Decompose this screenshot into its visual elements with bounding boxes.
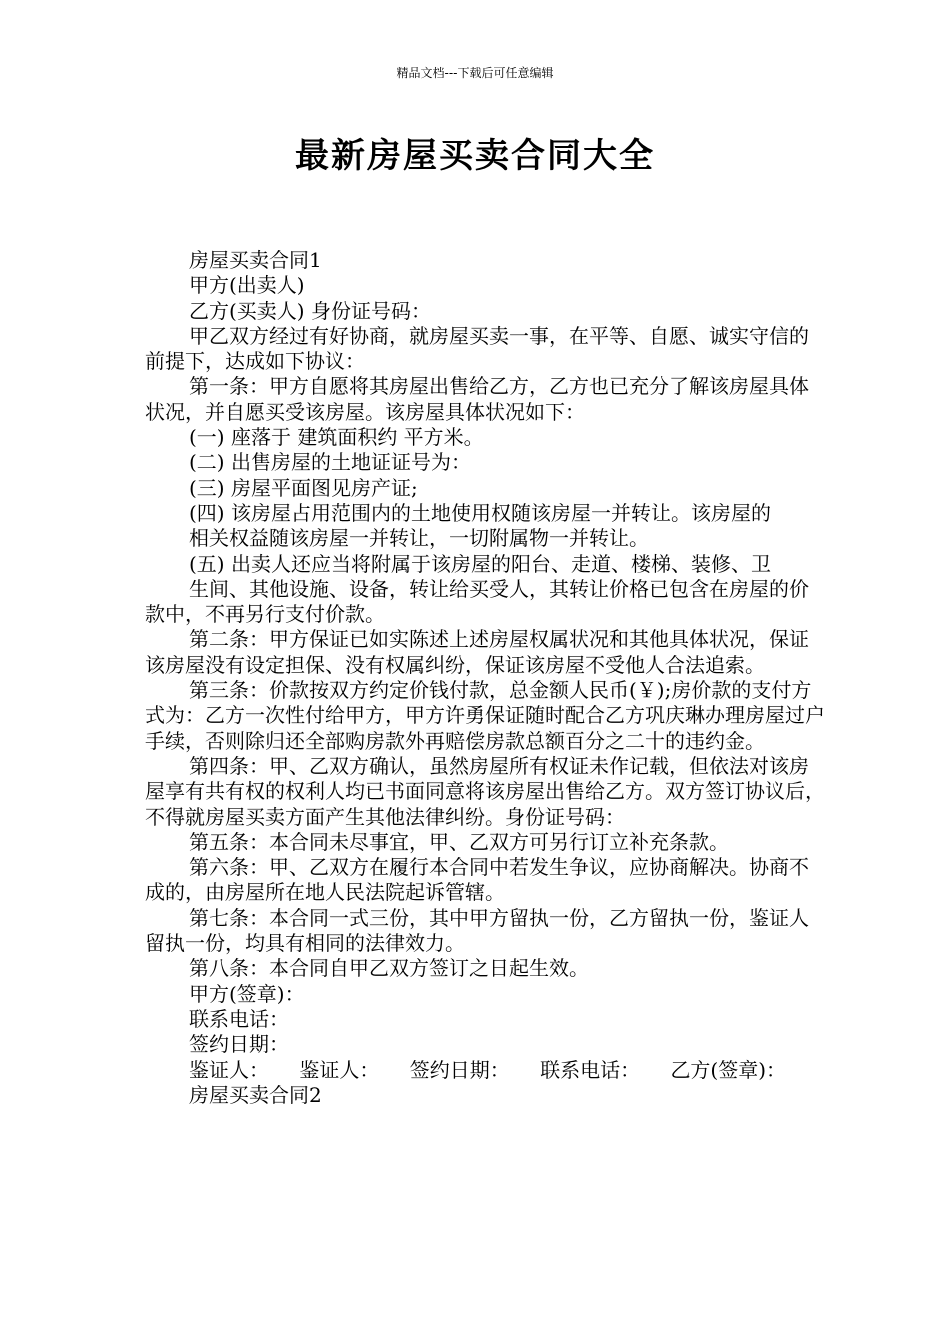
signature-row-item: 乙方(签章)：: [670, 1057, 787, 1082]
signature-row-item: 联系电话：: [540, 1057, 641, 1082]
page-header-note: 精品文档---下载后可任意编辑: [396, 66, 554, 80]
signature-row: [145, 1058, 825, 1083]
contact-phone-label: 联系电话：: [189, 1006, 289, 1031]
paragraph: (四) 该房屋占用范围内的土地使用权随该房屋一并转让。该房屋的: [189, 500, 771, 525]
paragraph: 第二条：甲方保证已如实陈述上述房屋权属状况和其他具体状况，保证该房屋没有设定担保、没有权属纠纷，保证该房屋不受他人合法追索。: [145, 627, 809, 677]
paragraph: 甲方(出卖人): [189, 273, 305, 298]
paragraph: 第五条：本合同未尽事宜，甲、乙双方可另行订立补充条款。: [189, 829, 729, 854]
paragraph: 乙方(买卖人) 身份证号码：: [189, 298, 431, 323]
paragraph: (五) 出卖人还应当将附属于该房屋的阳台、走道、楼梯、装修、卫: [189, 551, 771, 576]
paragraph: (一) 座落于 建筑面积约 平方米。: [189, 425, 484, 450]
signing-date-label: 签约日期：: [189, 1032, 289, 1057]
paragraph: 第一条：甲方自愿将其房屋出售给乙方，乙方也已充分了解该房屋具体状况，并自愿买受该房屋。该房屋具体状况如下：: [145, 374, 809, 424]
signature-label-party-a: 甲方(签章)：: [189, 981, 305, 1006]
paragraph: (三) 房屋平面图见房产证;: [189, 475, 418, 500]
paragraph: 相关权益随该房屋一并转让，一切附属物一并转让。: [189, 526, 649, 551]
contract-body: [145, 248, 825, 1108]
paragraph: 第八条：本合同自甲乙双方签订之日起生效。: [189, 956, 589, 981]
paragraph: 第七条：本合同一式三份，其中甲方留执一份，乙方留执一份，鉴证人留执一份，均具有相同的法律效力。: [145, 905, 809, 956]
paragraph: 房屋买卖合同1: [189, 248, 322, 272]
next-contract-heading: 房屋买卖合同2: [189, 1082, 322, 1107]
paragraph: 甲乙双方经过有好协商，就房屋买卖一事，在平等、自愿、诚实守信的前提下，达成如下协议：: [145, 323, 809, 374]
signature-row-item: 签约日期：: [409, 1057, 510, 1082]
document-title: 最新房屋买卖合同大全: [295, 136, 655, 176]
paragraph: 第四条：甲、乙双方确认，虽然房屋所有权证未作记载，但依法对该房屋享有共有权的权利人均已书面同意将该房屋出售给乙方。双方签订协议后，不得就房屋买卖方面产生其他法律纠纷。身份证号码：: [145, 753, 825, 829]
paragraph: 生间、其他设施、设备，转让给买受人，其转让价格已包含在房屋的价款中，不再另行支付价款。: [145, 576, 809, 627]
paragraph: 第六条：甲、乙双方在履行本合同中若发生争议，应协商解决。协商不成的，由房屋所在地人民法院起诉管辖。: [145, 855, 809, 905]
paragraph: (二) 出售房屋的土地证证号为：: [189, 450, 471, 475]
signature-row-item: 鉴证人：: [299, 1057, 380, 1082]
paragraph: 第三条：价款按双方约定价钱付款，总金额人民币(￥);房价款的支付方式为：乙方一次性付给甲方，甲方许勇保证随时配合乙方巩庆琳办理房屋过户手续，否则除归还全部购房款外再赔偿房款总额百分之二十的违约金。: [145, 678, 825, 753]
signature-row-item: 鉴证人：: [189, 1057, 269, 1082]
